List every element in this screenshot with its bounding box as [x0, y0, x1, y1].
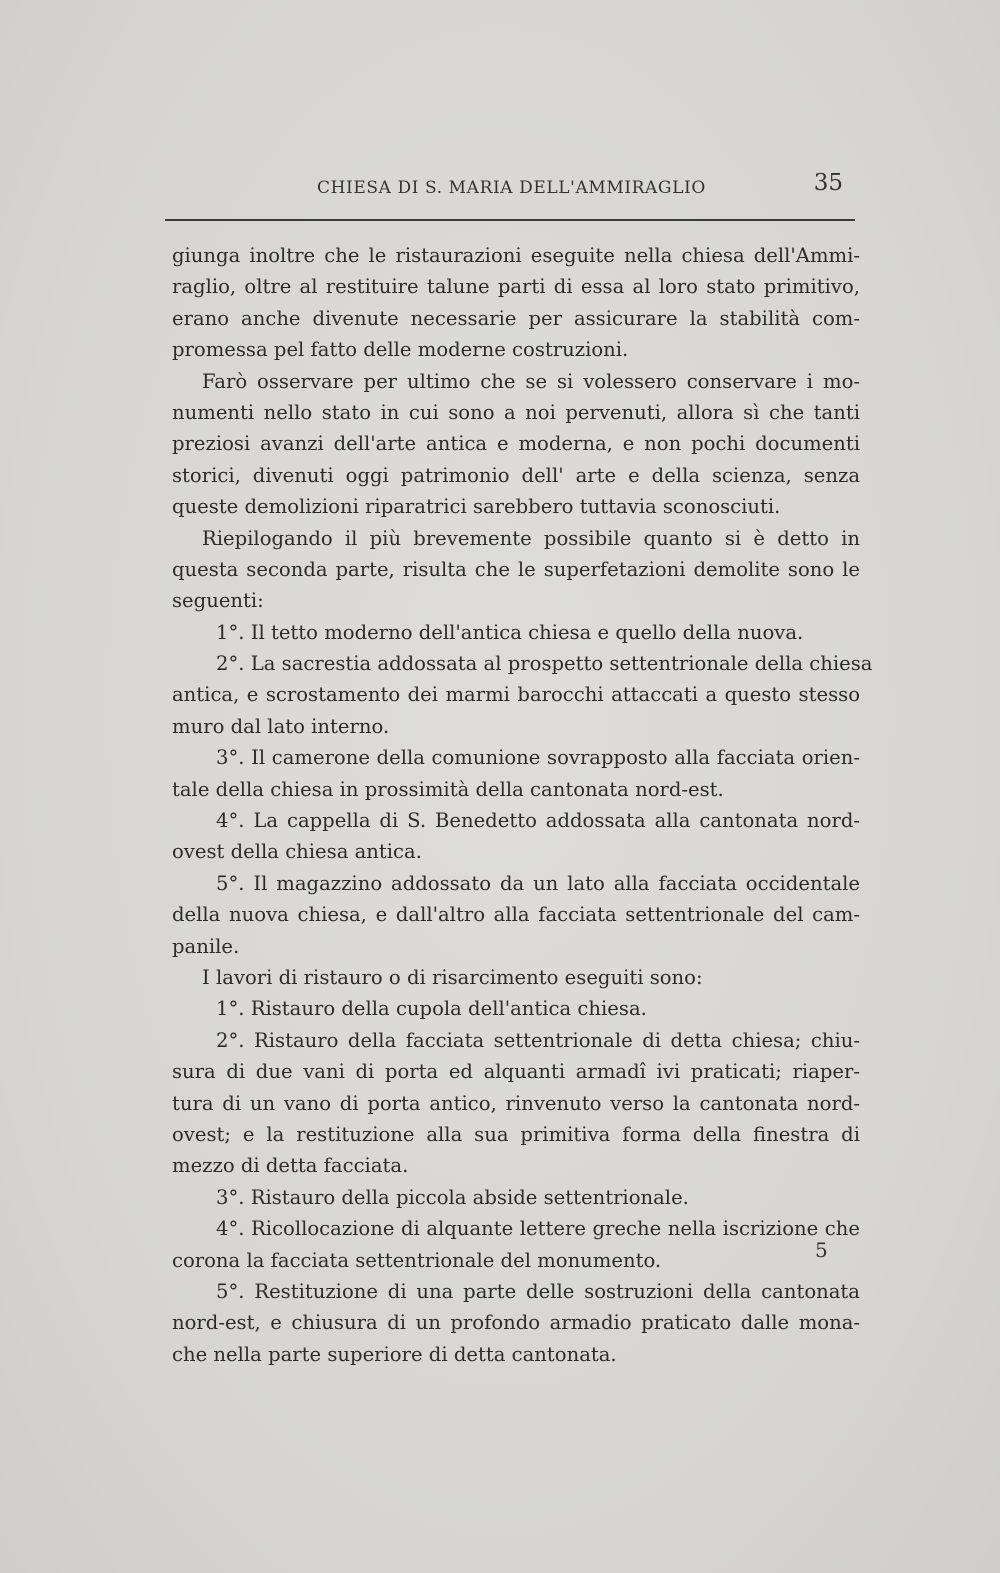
text-line: erano anche divenute necessarie per assicurare la stabilità com-: [172, 306, 860, 330]
text-line: queste demolizioni riparatrici sarebbero tuttavia sconosciuti.: [172, 495, 781, 519]
text-line: preziosi avanzi dell'arte antica e moderna, e non pochi documenti: [172, 432, 860, 456]
text-line: 1°. Ristauro della cupola dell'antica chiesa.: [216, 997, 647, 1021]
text-line: tura di un vano di porta antico, rinvenuto verso la cantonata nord-: [172, 1091, 860, 1115]
text-line: seguenti:: [172, 589, 264, 613]
text-line: tale della chiesa in prossimità della cantonata nord-est.: [172, 777, 724, 801]
text-line: giunga inoltre che le ristaurazioni eseguite nella chiesa dell'Ammi-: [172, 244, 860, 267]
text-line: storici, divenuti oggi patrimonio dell' arte e della scienza, senza: [172, 463, 860, 487]
text-line: I lavori di ristauro o di risarcimento eseguiti sono:: [202, 965, 703, 989]
text-line: sura di due vani di porta ed alquanti armadî ivi praticati; riaper-: [172, 1060, 860, 1084]
text-line: corona la facciata settentrionale del monumento.: [172, 1248, 662, 1272]
text-line: 2°. La sacrestia addossata al prospetto settentrionale della chiesa: [216, 652, 873, 676]
text-line: muro dal lato interno.: [172, 714, 390, 738]
page-number: 35: [813, 170, 843, 196]
text-line: 5°. Restituzione di una parte delle sostruzioni della cantonata: [216, 1279, 860, 1303]
text-line: 1°. Il tetto moderno dell'antica chiesa e quello della nuova.: [216, 620, 804, 644]
text-line: ovest della chiesa antica.: [172, 840, 422, 864]
text-line: della nuova chiesa, e dall'altro alla facciata settentrionale del cam-: [172, 903, 860, 927]
text-line: promessa pel fatto delle moderne costruzioni.: [172, 338, 629, 362]
body-text: [172, 240, 873, 1370]
text-line: Riepilogando il più brevemente possibile quanto si è detto in: [202, 526, 860, 550]
page-header: [165, 170, 855, 204]
text-line: 2°. Ristauro della facciata settentrionale di detta chiesa; chiu-: [216, 1028, 860, 1052]
text-line: mezzo di detta facciata.: [172, 1154, 409, 1178]
text-line: antica, e scrostamento dei marmi barocchi attaccati a questo stesso: [172, 683, 860, 707]
running-title: CHIESA DI S. MARIA DELL'AMMIRAGLIO: [317, 178, 706, 198]
text-line: questa seconda parte, risulta che le superfetazioni demolite sono le: [172, 557, 860, 581]
text-line: nord-est, e chiusura di un profondo armadio praticato dalle mona-: [172, 1311, 860, 1335]
header-rule: [165, 219, 855, 221]
text-line: panile.: [172, 934, 240, 958]
signature-mark: 5: [815, 1238, 828, 1262]
text-line: raglio, oltre al restituire talune parti di essa al loro stato primitivo,: [172, 275, 860, 299]
text-line: 3°. Il camerone della comunione sovrapposto alla facciata orien-: [216, 746, 860, 770]
text-line: ovest; e la restituzione alla sua primitiva forma della finestra di: [172, 1122, 860, 1146]
text-line: 4°. La cappella di S. Benedetto addossata alla cantonata nord-: [216, 809, 860, 833]
text-line: Farò osservare per ultimo che se si volessero conservare i mo-: [202, 369, 860, 393]
text-line: 5°. Il magazzino addossato da un lato alla facciata occidentale: [216, 871, 860, 895]
text-line: numenti nello stato in cui sono a noi pervenuti, allora sì che tanti: [172, 400, 860, 424]
text-line: che nella parte superiore di detta cantonata.: [172, 1342, 617, 1366]
text-line: 3°. Ristauro della piccola abside settentrionale.: [216, 1185, 689, 1209]
text-line: 4°. Ricollocazione di alquante lettere greche nella iscrizione che: [216, 1217, 860, 1241]
